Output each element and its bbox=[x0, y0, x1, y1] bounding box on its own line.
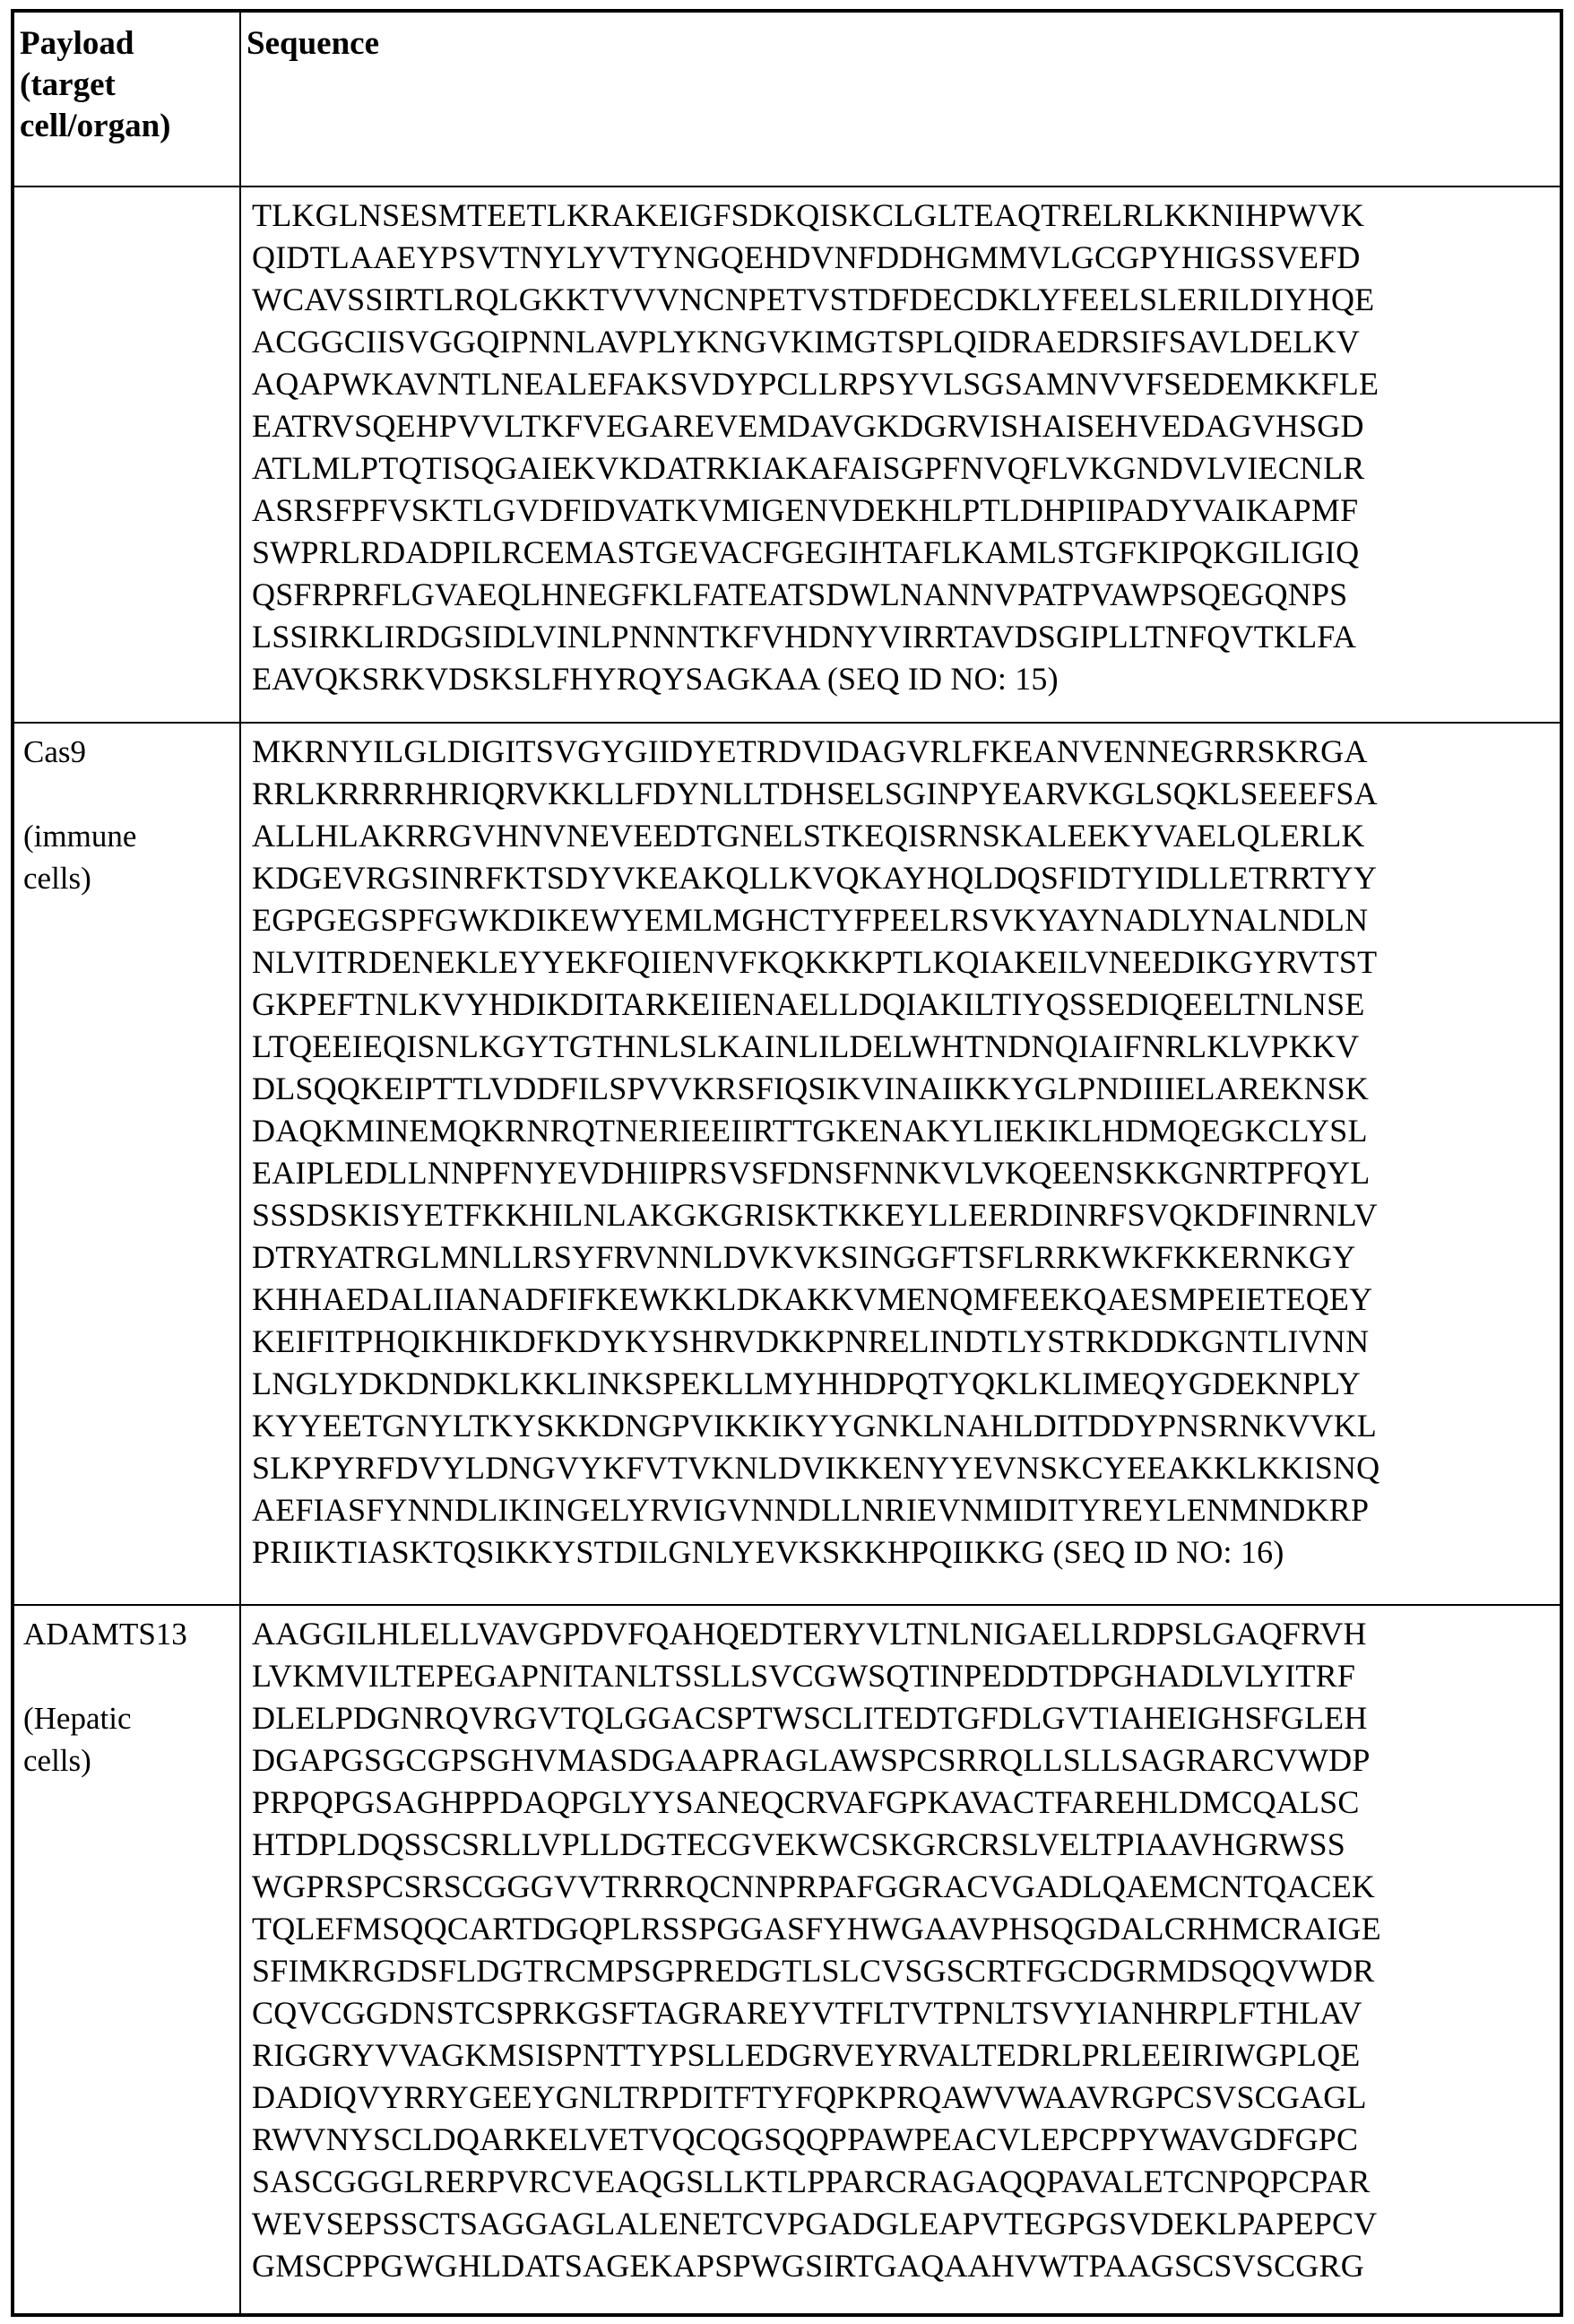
sequence-cell-seq15: TLKGLNSESMTEETLKRAKEIGFSDKQISKCLGLTEAQTRELRLKKNIHPWVK QIDTLAAEYPSVTNYLYVTYNGQEHDVNFDDHGMMVLGCGPYHIGSSVEFD WCAVSSIRTLRQLGKKTVVVNCNPETVSTDFDECDKLYFEELSLERILDIYHQE ACGGCIISVGGQIPNNLAVPLYKNGVKIMGTSPLQIDRAEDRSIFSAVLDELKV AQAPWKAVNTLNEALEFAKSVDYPCLLRPSYVLSGSAMNVVFSEDEMKKFLE EATRVSQEHPVVLTKFVEGAREVEMDAVGKDGRVISHAISEHVEDAGVHSGD ATLMLPTQTISQGAIEKVKDATRKIAKAFAISGPFNVQFLVKGNDVLVIECNLR ASRSFPFVSKTLGVDFIDVATKVMIGENVDEKHLPTLDHPIIPADYVAIKAPMF SWPRLRDADPILRCEMASTGEVACFGEGIHTAFLKAMLSTGFKIPQKGILIGIQ QSFRPRFLGVAEQLHNEGFKLFATEATSDWLNANNVPATPVAWPSQEGQNPS LSSIRKLIRDGSIDLVINLPNNNTKFVHDNYVIRRTAVDSGIPLLTNFQVTKLFA EAVQKSRKVDSKSLFHYRQYSAGKAA (SEQ ID NO: 15) bbox=[240, 186, 1561, 723]
table-row-seq15 bbox=[13, 186, 1561, 723]
payload-sequence-table bbox=[11, 9, 1563, 2317]
table-row-cas9 bbox=[13, 723, 1561, 1605]
payload-cell-continued bbox=[13, 186, 240, 723]
sequence-cell-seq16: MKRNYILGLDIGITSVGYGIIDYETRDVIDAGVRLFKEANVENNEGRRSKRGA RRLKRRRRHRIQRVKKLLFDYNLLTDHSELSGINPYEARVKGLSQKLSEEEFSA ALLHLAKRRGVHNVNEVEEDTGNELSTKEQISRNSKALEEKYVAELQLERLK KDGEVRGSINRFKTSDYVKEAKQLLKVQKAYHQLDQSFIDTYIDLLETRRTYY EGPGEGSPFGWKDIKEWYEMLMGHCTYFPEELRSVKYAYNADLYNALNDLN NLVITRDENEKLEYYEKFQIIENVFKQKKKPTLKQIAKEILVNEEDIKGYRVTST GKPEFTNLKVYHDIKDITARKEIIENAELLDQIAKILTIYQSSEDIQEELTNLNSE LTQEEIEQISNLKGYTGTHNLSLKAINLILDELWHTNDNQIAIFNRLKLVPKKV DLSQQKEIPTTLVDDFILSPVVKRSFIQSIKVINAIIKKYGLPNDIIIELAREKNSK DAQKMINEMQKRNRQTNERIEEIIRTTGKENAKYLIEKIKLHDMQEGKCLYSL EAIPLEDLLNNPFNYEVDHIIPRSVSFDNSFNNKVLVKQEENSKKGNRTPFQYL SSSDSKISYETFKKHILNLAKGKGRISKTKKEYLLEERDINRFSVQKDFINRNLV DTRYATRGLMNLLRSYFRVNNLDVKVKSINGGFTSFLRRKWKFKKERNKGY KHHAEDALIIANADFIFKEWKKLDKAKKVMENQMFEEKQAESMPEIETEQEY KEIFITPHQIKHIKDFKDYKYSHRVDKKPNRELINDTLYSTRKDDKGNTLIVNN LNGLYDKDNDKLKKLINKSPEKLLMYHHDPQTYQKLKLIMEQYGDEKNPLY KYYEETGNYLTKYSKKDNGPVIKKIKYYGNKLNAHLDITDDYPNSRNKVVKL SLKPYRFDVYLDNGVYKFVTVKNLDVIKKENYYEVNSKCYEEAKKLKKISNQ AEFIASFYNNDLIKINGELYRVIGVNNDLLNRIEVNMIDITYREYLENMNDKRP PRIIKTIASKTQSIKKYSTDILGNLYEVKSKKHPQIIKKG (SEQ ID NO: 16) bbox=[240, 723, 1561, 1605]
header-row bbox=[13, 11, 1561, 186]
payload-cell-cas9: Cas9 (immune cells) bbox=[13, 723, 240, 1605]
sequence-column-header: Sequence bbox=[240, 11, 1561, 186]
payload-cell-adamts13: ADAMTS13 (Hepatic cells) bbox=[13, 1605, 240, 2315]
sequence-cell-adamts13: AAGGILHLELLVAVGPDVFQAHQEDTERYVLTNLNIGAELLRDPSLGAQFRVH LVKMVILTEPEGAPNITANLTSSLLSVCGWSQTINPEDDTDPGHADLVLYITRF DLELPDGNRQVRGVTQLGGACSPTWSCLITEDTGFDLGVTIAHEIGHSFGLEH DGAPGSGCGPSGHVMASDGAAPRAGLAWSPCSRRQLLSLLSAGRARCVWDP PRPQPGSAGHPPDAQPGLYYSANEQCRVAFGPKAVACTFAREHLDMCQALSC HTDPLDQSSCSRLLVPLLDGTECGVEKWCSKGRCRSLVELTPIAAVHGRWSS WGPRSPCSRSCGGGVVTRRRQCNNPRPAFGGRACVGADLQAEMCNTQACEK TQLEFMSQQCARTDGQPLRSSPGGASFYHWGAAVPHSQGDALCRHMCRAIGE SFIMKRGDSFLDGTRCMPSGPREDGTLSLCVSGSCRTFGCDGRMDSQQVWDR CQVCGGDNSTCSPRKGSFTAGRAREYVTFLTVTPNLTSVYIANHRPLFTHLAV RIGGRYVVAGKMSISPNTTYPSLLEDGRVEYRVALTEDRLPRLEEIRIWGPLQE DADIQVYRRYGEEYGNLTRPDITFTYFQPKPRQAWVWAAVRGPCSVSCGAGL RWVNYSCLDQARKELVETVQCQGSQQPPAWPEACVLEPCPPYWAVGDFGPC SASCGGGLRERPVRCVEAQGSLLKTLPPARCRAGAQQPAVALETCNPQPCPAR WEVSEPSSCTSAGGAGLALENETCVPGADGLEAPVTEGPGSVDEKLPAPEPCV GMSCPPGWGHLDATSAGEKAPSPWGSIRTGAQAAHVWTPAAGSCSVSCGRG bbox=[240, 1605, 1561, 2315]
table-row-adamts13 bbox=[13, 1605, 1561, 2315]
payload-column-header: Payload (target cell/organ) bbox=[13, 11, 240, 186]
